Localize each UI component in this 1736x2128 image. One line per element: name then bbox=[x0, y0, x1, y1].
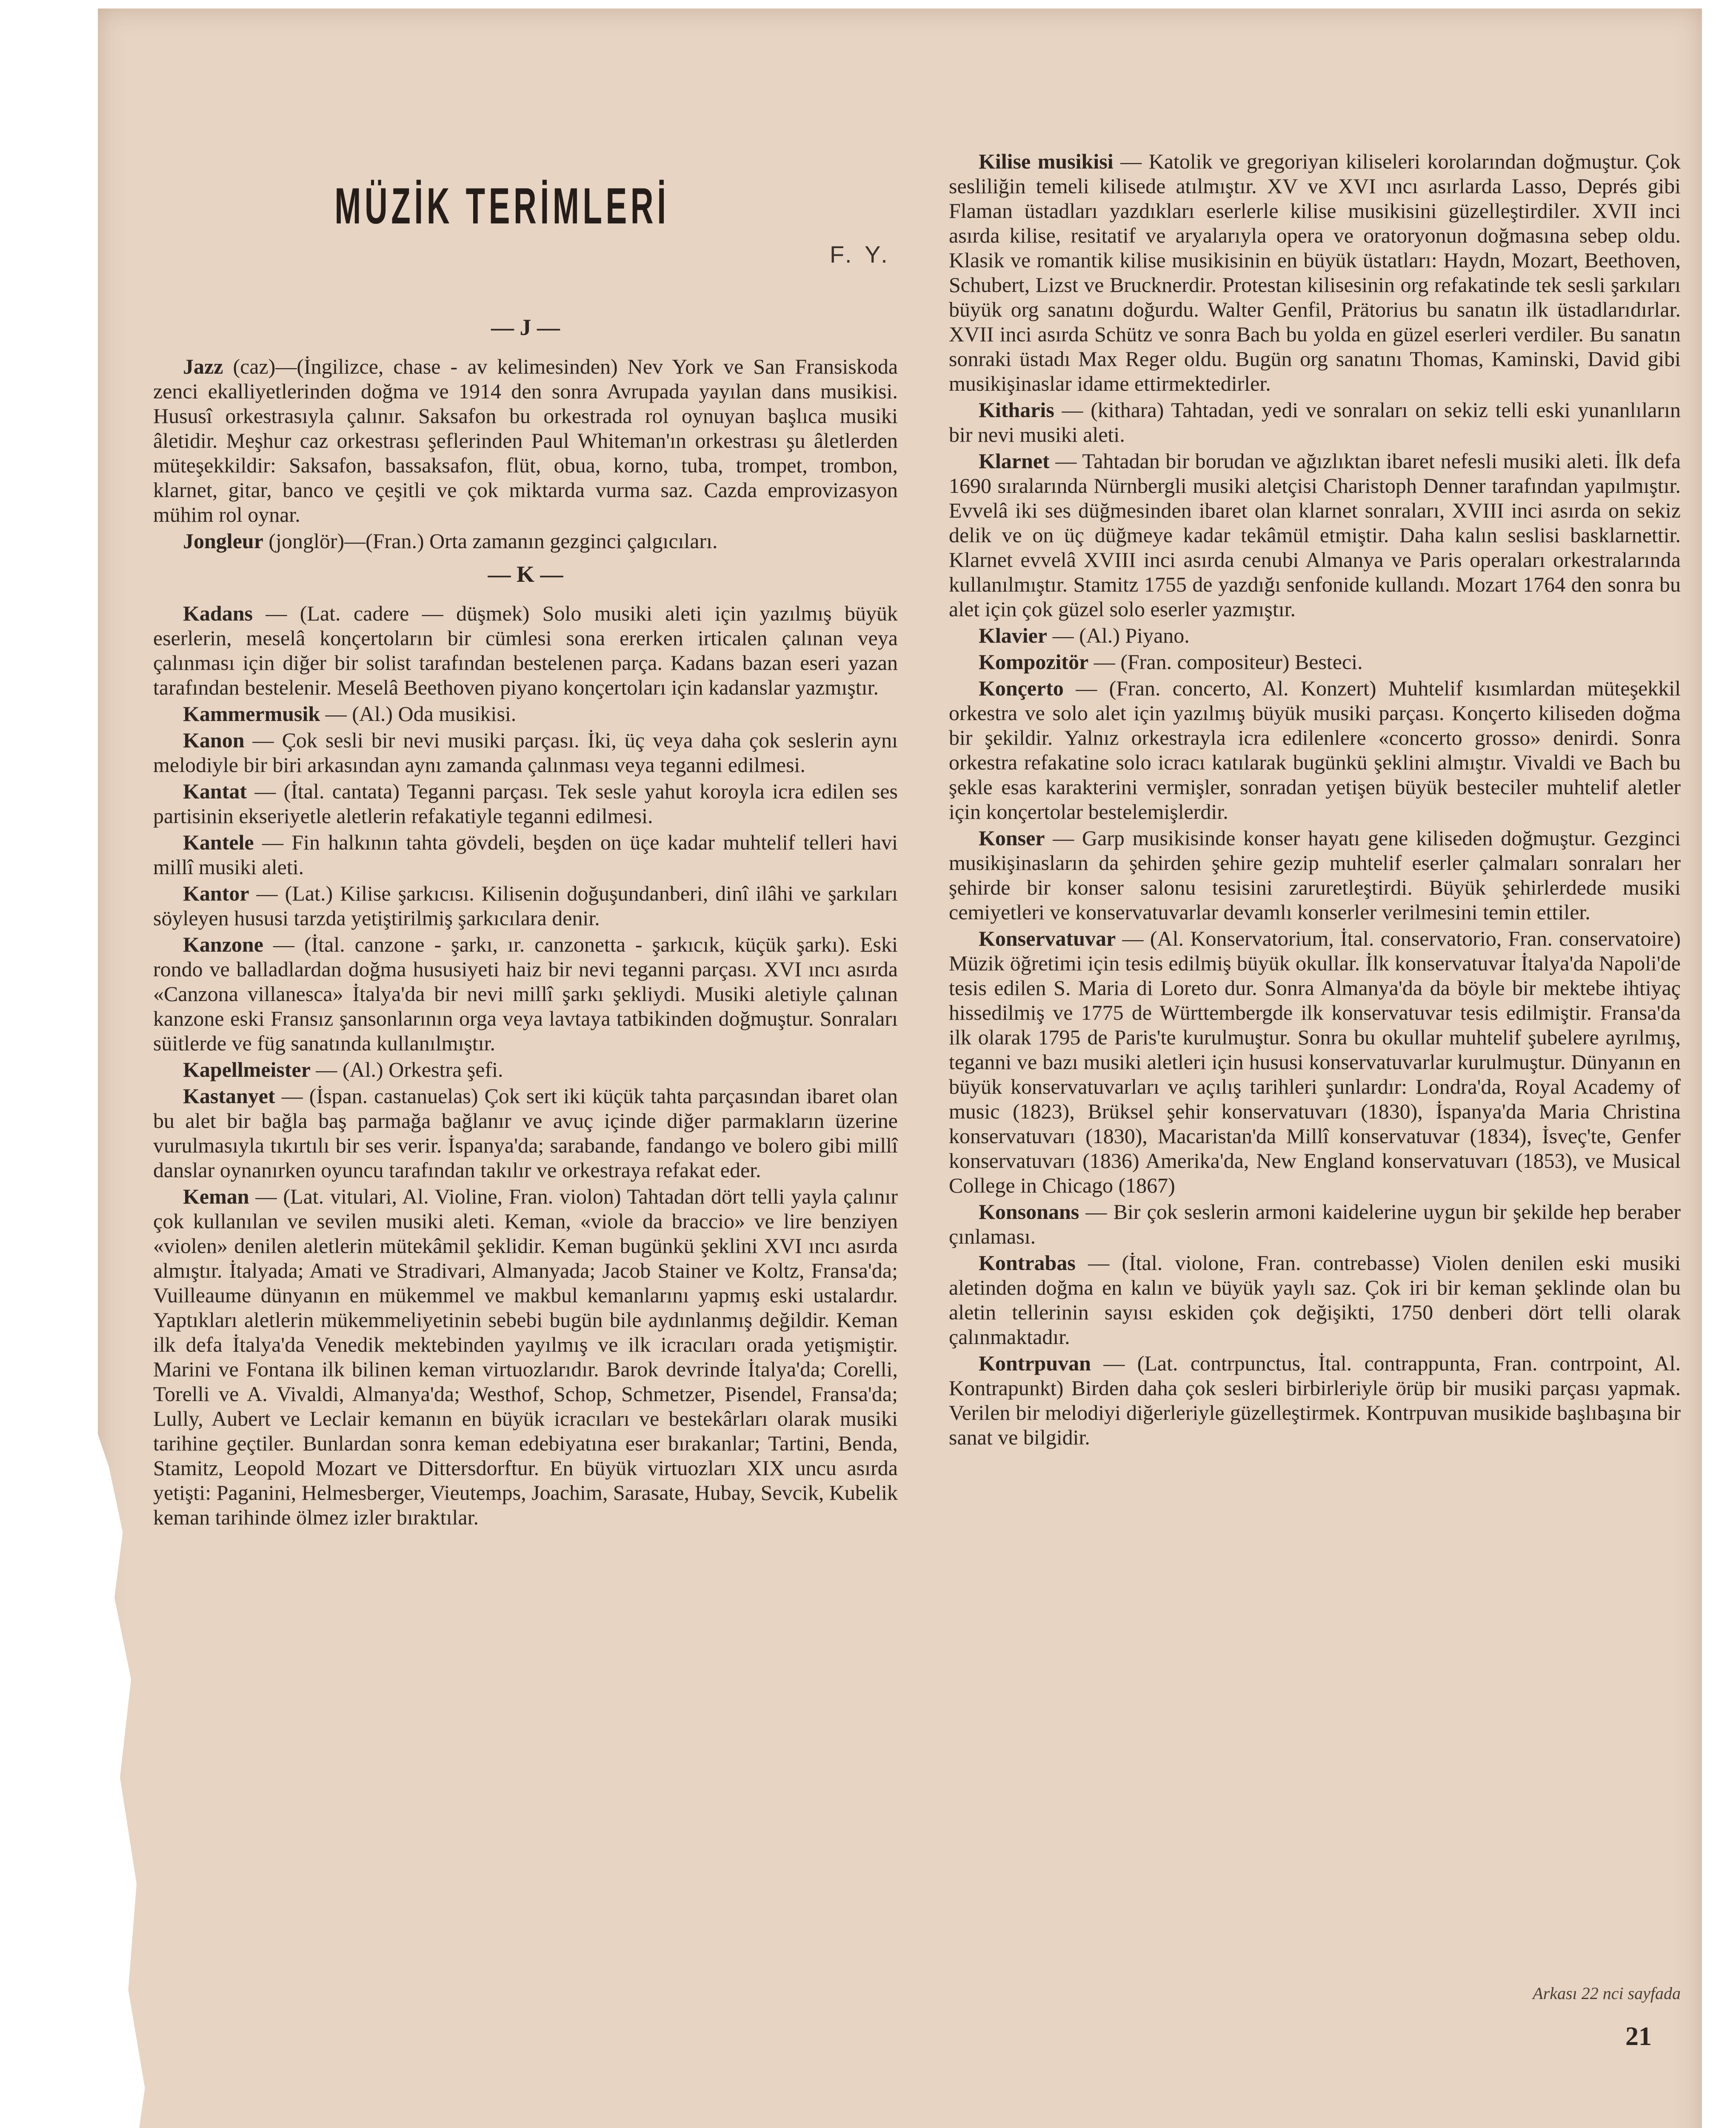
entry-term: Kantor bbox=[183, 881, 249, 905]
entry-kontrabas bbox=[949, 1250, 1681, 1349]
entry-koncerto bbox=[949, 676, 1681, 824]
entry-term: Kanon bbox=[183, 728, 245, 752]
entry-text: — Fin halkının tahta gövdeli, beşden on üçe kadar muhtelif telleri havi millî musiki aleti. bbox=[153, 830, 898, 879]
entry-kanzone bbox=[153, 932, 898, 1055]
entry-term: Kantele bbox=[183, 830, 254, 854]
entry-kanon bbox=[153, 728, 898, 777]
entry-kammermusik bbox=[153, 701, 898, 726]
entry-text: — (Lat. contrpunctus, İtal. contrappunta, Fran. contrpoint, Al. Kontrapunkt) Birden daha çok sesleri birbirleriyle örüp bir musiki parçası yapmak. Verilen bir melodiyi diğerleriyle güzelleştirmek. Kontrpuvan musikide başlıbaşına bir sanat ve bilgidir. bbox=[949, 1351, 1681, 1449]
torn-edge bbox=[98, 1434, 153, 2128]
left-column bbox=[153, 306, 898, 1531]
entry-kilise-musikisi bbox=[949, 149, 1681, 396]
entry-kontrpuvan bbox=[949, 1351, 1681, 1450]
entry-kompozitor bbox=[949, 649, 1681, 674]
entry-term: Jongleur bbox=[183, 529, 263, 553]
entry-kitharis bbox=[949, 398, 1681, 447]
entry-text: — (Lat. cadere — düşmek) Solo musiki aleti için yazılmış büyük eserlerin, meselâ konçertoların bir cümlesi sona ererken irticalen çalınan veya çalınması için diğer bir solist tarafından bestelenen parça. Kadans bazan eseri yazan tarafından bestelenir. Meselâ Beethoven piyano konçertoları için kadanslar yazmıştır. bbox=[153, 601, 898, 699]
entry-term: Kilise musikisi bbox=[979, 149, 1114, 173]
page-number: 21 bbox=[1625, 2022, 1652, 2051]
entry-text: — (Al. Konservatorium, İtal. conservatorio, Fran. conservatoire) Müzik öğretimi için tesis edilmiş büyük okullar. İlk konservatuvar İtalya'da Napoli'de tesis edilen S. Maria di Loreto dur. Sonra Almanya'da da böyle bir mektebe ihtiyaç hissedilmiş ve 1775 de Württembergde ilk konservatuvar tesis edilmiştir. Fransa'da ilk olarak 1795 de Paris'te kurulmuştur. Sonra bu okullar muhtelif şubelere ayrılmış, teganni ve bazı musiki aletleri için hususi konservatuvarlar kurulmuştur. Dünyanın en büyük konservatuvarları ve açılış tarihleri şunlardır: Londra'da, Royal Academy of music (1823), Brüksel şehir konservatuvarı (1830), İspanya'da Maria Christina konservatuvarı (1830), Macaristan'da Millî konservatuvar (1834), İsveç'te, Genfer konservatuvarı (1836) Amerika'da, New England konservatuvarı (1853), ve Musical College in Chicago (1867) bbox=[949, 927, 1681, 1197]
entry-term: Kapellmeister bbox=[183, 1058, 311, 1081]
entry-term: Kastanyet bbox=[183, 1084, 275, 1108]
entry-term: Jazz bbox=[183, 355, 223, 378]
entry-term: Keman bbox=[183, 1184, 249, 1208]
entry-term: Kontrpuvan bbox=[979, 1351, 1091, 1375]
entry-jongleur bbox=[153, 529, 898, 553]
entry-kantat bbox=[153, 779, 898, 828]
entry-klarnet bbox=[949, 449, 1681, 621]
entry-term: Klavier bbox=[979, 624, 1048, 647]
entry-keman bbox=[153, 1184, 898, 1530]
entry-term: Konservatuvar bbox=[979, 927, 1116, 950]
entry-term: Konçerto bbox=[979, 676, 1064, 700]
section-header-k: — K — bbox=[488, 561, 563, 587]
entry-text: — Çok sesli bir nevi musiki parçası. İki, üç veya daha çok seslerin aynı melodiyle bir biri arkasından aynı zamanda çalınması veya teganni edilmesi. bbox=[153, 728, 898, 777]
entry-term: Kompozitör bbox=[979, 650, 1089, 674]
entry-text: — (İtal. canzone - şarkı, ır. canzonetta - şarkıcık, küçük şarkı). Eski rondo ve balladlardan doğma hususiyeti haiz bir nevi teganni parçası. XVI ıncı asırda «Canzona villanesca» İtalya'da bir nevi millî şarkı şekliydi. Musiki aletiyle çalınan kanzone eski Fransız şansonlarının orga veya lavtaya tatbikinden doğmuştur. Sonraları süitlerde ve füg sanatında kullanılmıştır. bbox=[153, 932, 898, 1055]
entry-text: — (Al.) Piyano. bbox=[1052, 624, 1190, 647]
entry-text: (jonglör)—(Fran.) Orta zamanın gezginci çalgıcıları. bbox=[268, 529, 718, 553]
entry-konservatuvar bbox=[949, 926, 1681, 1198]
entry-text: — (İtal. cantata) Teganni parçası. Tek sesle yahut koroyla icra edilen ses partisinin ekseriyetle aletlerin refakatiyle teganni edilmesi. bbox=[153, 779, 898, 828]
entry-text: — (Fran. compositeur) Besteci. bbox=[1094, 650, 1363, 674]
entry-text: — (Al.) Orkestra şefi. bbox=[316, 1058, 503, 1081]
entry-term: Kammermusik bbox=[183, 702, 320, 726]
entry-text: — Katolik ve gregoriyan kiliseleri korolarından doğmuştur. Çok sesliliğin temeli kilisede atılmıştır. XV ve XVI ıncı asırlarda Lasso, Deprés gibi Flaman üstadları yazdıkları eserlerle kilise musikisini güzelleştirdiler. XVII inci asırda kilise, resitatif ve aryalarıyla opera ve oratoryonun doğmasına sebep oldu. Klasik ve romantik kilise musikisinin en büyük üstatları: Haydn, Mozart, Beethoven, Schubert, Lizst ve Brucknerdir. Protestan kilisesinin org refakatinde tek sesli şarkıları büyük org sanatını doğurdu. Walter Genfil, Prätorius bu sanatın ilk üstadlarıdırlar. XVII inci asırda Schütz ve sonra Bach bu yolda en güzel eserleri verdiler. Bu sanatın sonraki üstadı Max Reger oldu. Bugün org sanatını Thomas, Kaminski, David gibi musikişinaslar idame ettirmektedirler. bbox=[949, 149, 1681, 395]
entry-kantor bbox=[153, 881, 898, 930]
entry-konser bbox=[949, 826, 1681, 924]
entry-klavier bbox=[949, 623, 1681, 648]
entry-text: — Tahtadan bir borudan ve ağızlıktan ibaret nefesli musiki aleti. İlk defa 1690 sıralarında Nürnbergli musiki aletçisi Charistoph Denner tarafından yapılmıştır. Evvelâ iki ses düğmesinden ibaret olan klarnet sonraları, XVIII inci asırda on sekiz delik ve on üç düğmeye kadar tekâmül etmiştir. Daha kalın seslisi basklarnettir. Klarnet evvelâ XVIII inci asırda cenubi Almanya ve Paris operaları orkestralarında kullanılmıştır. Stamitz 1755 de yazdığı senfonide kullandı. Mozart 1764 den sonra bu alet için çok güzel solo eserler yazmıştır. bbox=[949, 449, 1681, 621]
entry-konsonans bbox=[949, 1199, 1681, 1249]
entry-kastanyet bbox=[153, 1084, 898, 1182]
entry-term: Konser bbox=[979, 826, 1045, 850]
entry-term: Kontrabas bbox=[979, 1251, 1076, 1275]
entry-term: Kantat bbox=[183, 779, 247, 803]
continued-note: Arkası 22 nci sayfada bbox=[1533, 1984, 1681, 2003]
section-header-j: — J — bbox=[491, 315, 560, 340]
entry-term: Konsonans bbox=[979, 1200, 1079, 1224]
author-initials: F. Y. bbox=[830, 241, 891, 268]
entry-text: — Bir çok seslerin armoni kaidelerine uygun bir şekilde hep beraber çınlaması. bbox=[949, 1200, 1681, 1248]
entry-term: Kanzone bbox=[183, 932, 263, 956]
right-column bbox=[949, 149, 1681, 1451]
entry-term: Klarnet bbox=[979, 449, 1050, 473]
page-title: MÜZİK TERİMLERİ bbox=[334, 177, 670, 235]
entry-kapellmeister bbox=[153, 1057, 898, 1082]
entry-text: — (İspan. castanuelas) Çok sert iki küçük tahta parçasından ibaret olan bu alet bir bağla baş parmağa bağlanır ve avuç içinde diğer parmakların üzerine vurulmasıyla tıkırtılı bir ses verir. İspanya'da; sarabande, fandango ve bolero gibi millî danslar oynanırken oyuncu tarafından takılır ve orkestraya refakat eder. bbox=[153, 1084, 898, 1182]
entry-jazz bbox=[153, 354, 898, 527]
entry-kantele bbox=[153, 830, 898, 879]
entry-kadans bbox=[153, 601, 898, 700]
entry-text: — (İtal. violone, Fran. contrebasse) Violen denilen eski musiki aletinden doğma en kalın ve büyük yaylı saz. Çok iri bir keman şeklinde olan bu aletin tellerinin sayısı eskiden çok değişikti, 1750 denberi dört telli olarak çalınmaktadır. bbox=[949, 1251, 1681, 1349]
entry-text: — (Lat.) Kilise şarkıcısı. Kilisenin doğuşundanberi, dinî ilâhi ve şarkıları söyleyen hususi tarzda yetiştirilmiş şarkıcılara denir. bbox=[153, 881, 898, 930]
magazine-page bbox=[98, 9, 1702, 2128]
entry-text: (caz)—(İngilizce, chase - av kelimesinden) Nev York ve San Fransiskoda zenci ekalliyetlerinden doğma ve 1914 den sonra Avrupada yayılan dans musikisi. Hususî orkestrasıyla çalınır. Saksafon bu orkestrada rol oynuyan başlıca musiki âletidir. Meşhur caz orkestrası şeflerinden Paul Whiteman'ın orkestrası şu âletlerden müteşekkildir: Saksafon, bassaksafon, flüt, obua, korno, tuba, trompet, trombon, klarnet, gitar, banco ve çeşitli ve çok miktarda vurma saz. Cazda emprovizasyon mühim rol oynar. bbox=[153, 355, 898, 526]
entry-text: — Garp musikisinde konser hayatı gene kiliseden doğmuştur. Gezginci musikişinasların da şehirden şehire gezip muhtelif eserler çalmaları sonraları her şehirde bir konser salonu tesisini zaruretleştirdi. Büyük şehirlerdede musiki cemiyetleri ve konservatuvarlar devamlı konserler verilmesini temin ettiler. bbox=[949, 826, 1681, 924]
entry-text: — (Al.) Oda musikisi. bbox=[325, 702, 517, 726]
entry-term: Kitharis bbox=[979, 398, 1054, 422]
entry-text: — (Lat. vitulari, Al. Violine, Fran. violon) Tahtadan dört telli yayla çalınır çok kullanılan ve sevilen musiki aleti. Keman, «viole da braccio» ve lire benziyen «violen» denilen aletlerin mütekâmil şeklidir. Keman bugünkü şeklini XVI ıncı asırda almıştır. İtalyada; Amati ve Stradivari, Almanyada; Jacob Stainer ve Koltz, Fransa'da; Vuilleaume dünyanın en mükemmel ve makbul kemanlarını yapmış eski ustalardır. Yaptıkları aletlerin mükemmeliyetinin sebebi bugün bile aydınlanmış değildir. Keman ilk defa İtalya'da Venedik mektebinden yayılmış ve ilk icracıları orada yetişmiştir. Marini ve Fontana ilk bilinen keman virtuozlarıdır. Barok devrinde İtalya'da; Corelli, Torelli ve A. Vivaldi, Almanya'da; Westhof, Schop, Schmetzer, Pisendel, Fransa'da; Lully, Aubert ve Leclair kemanın en büyük icracıları ve bestekârları olarak musiki tarihine geçtiler. Bunlardan sonra keman edebiyatına eser bırakanlar; Tartini, Benda, Stamitz, Leopold Mozart ve Dittersdorftur. En büyük virtuozları XIX uncu asırda yetişti: Paganini, Helmesberger, Vieutemps, Joachim, Sarasate, Hubay, Sevcik, Kubelik keman tarihinde ölmez izler bıraktılar. bbox=[153, 1184, 898, 1529]
entry-term: Kadans bbox=[183, 601, 253, 625]
entry-text: — (kithara) Tahtadan, yedi ve sonraları on sekiz telli eski yunanlıların bir nevi musiki aleti. bbox=[949, 398, 1681, 446]
entry-text: — (Fran. concerto, Al. Konzert) Muhtelif kısımlardan müteşekkil orkestra ve solo alet için yazılmış büyük musiki parçası. Konçerto kiliseden doğma bir şekildir. Yalnız orkestrayla icra edilenlere «concerto grosso» denirdi. Sonra orkestra refakatine solo icracı katılarak bugünkü şeklini almıştır. Vivaldi ve Bach bu şekle esas karakterini vermişler, sonradan yetişen büyük besteciler muhtelif aletler için konçertolar bestelemişlerdir. bbox=[949, 676, 1681, 824]
